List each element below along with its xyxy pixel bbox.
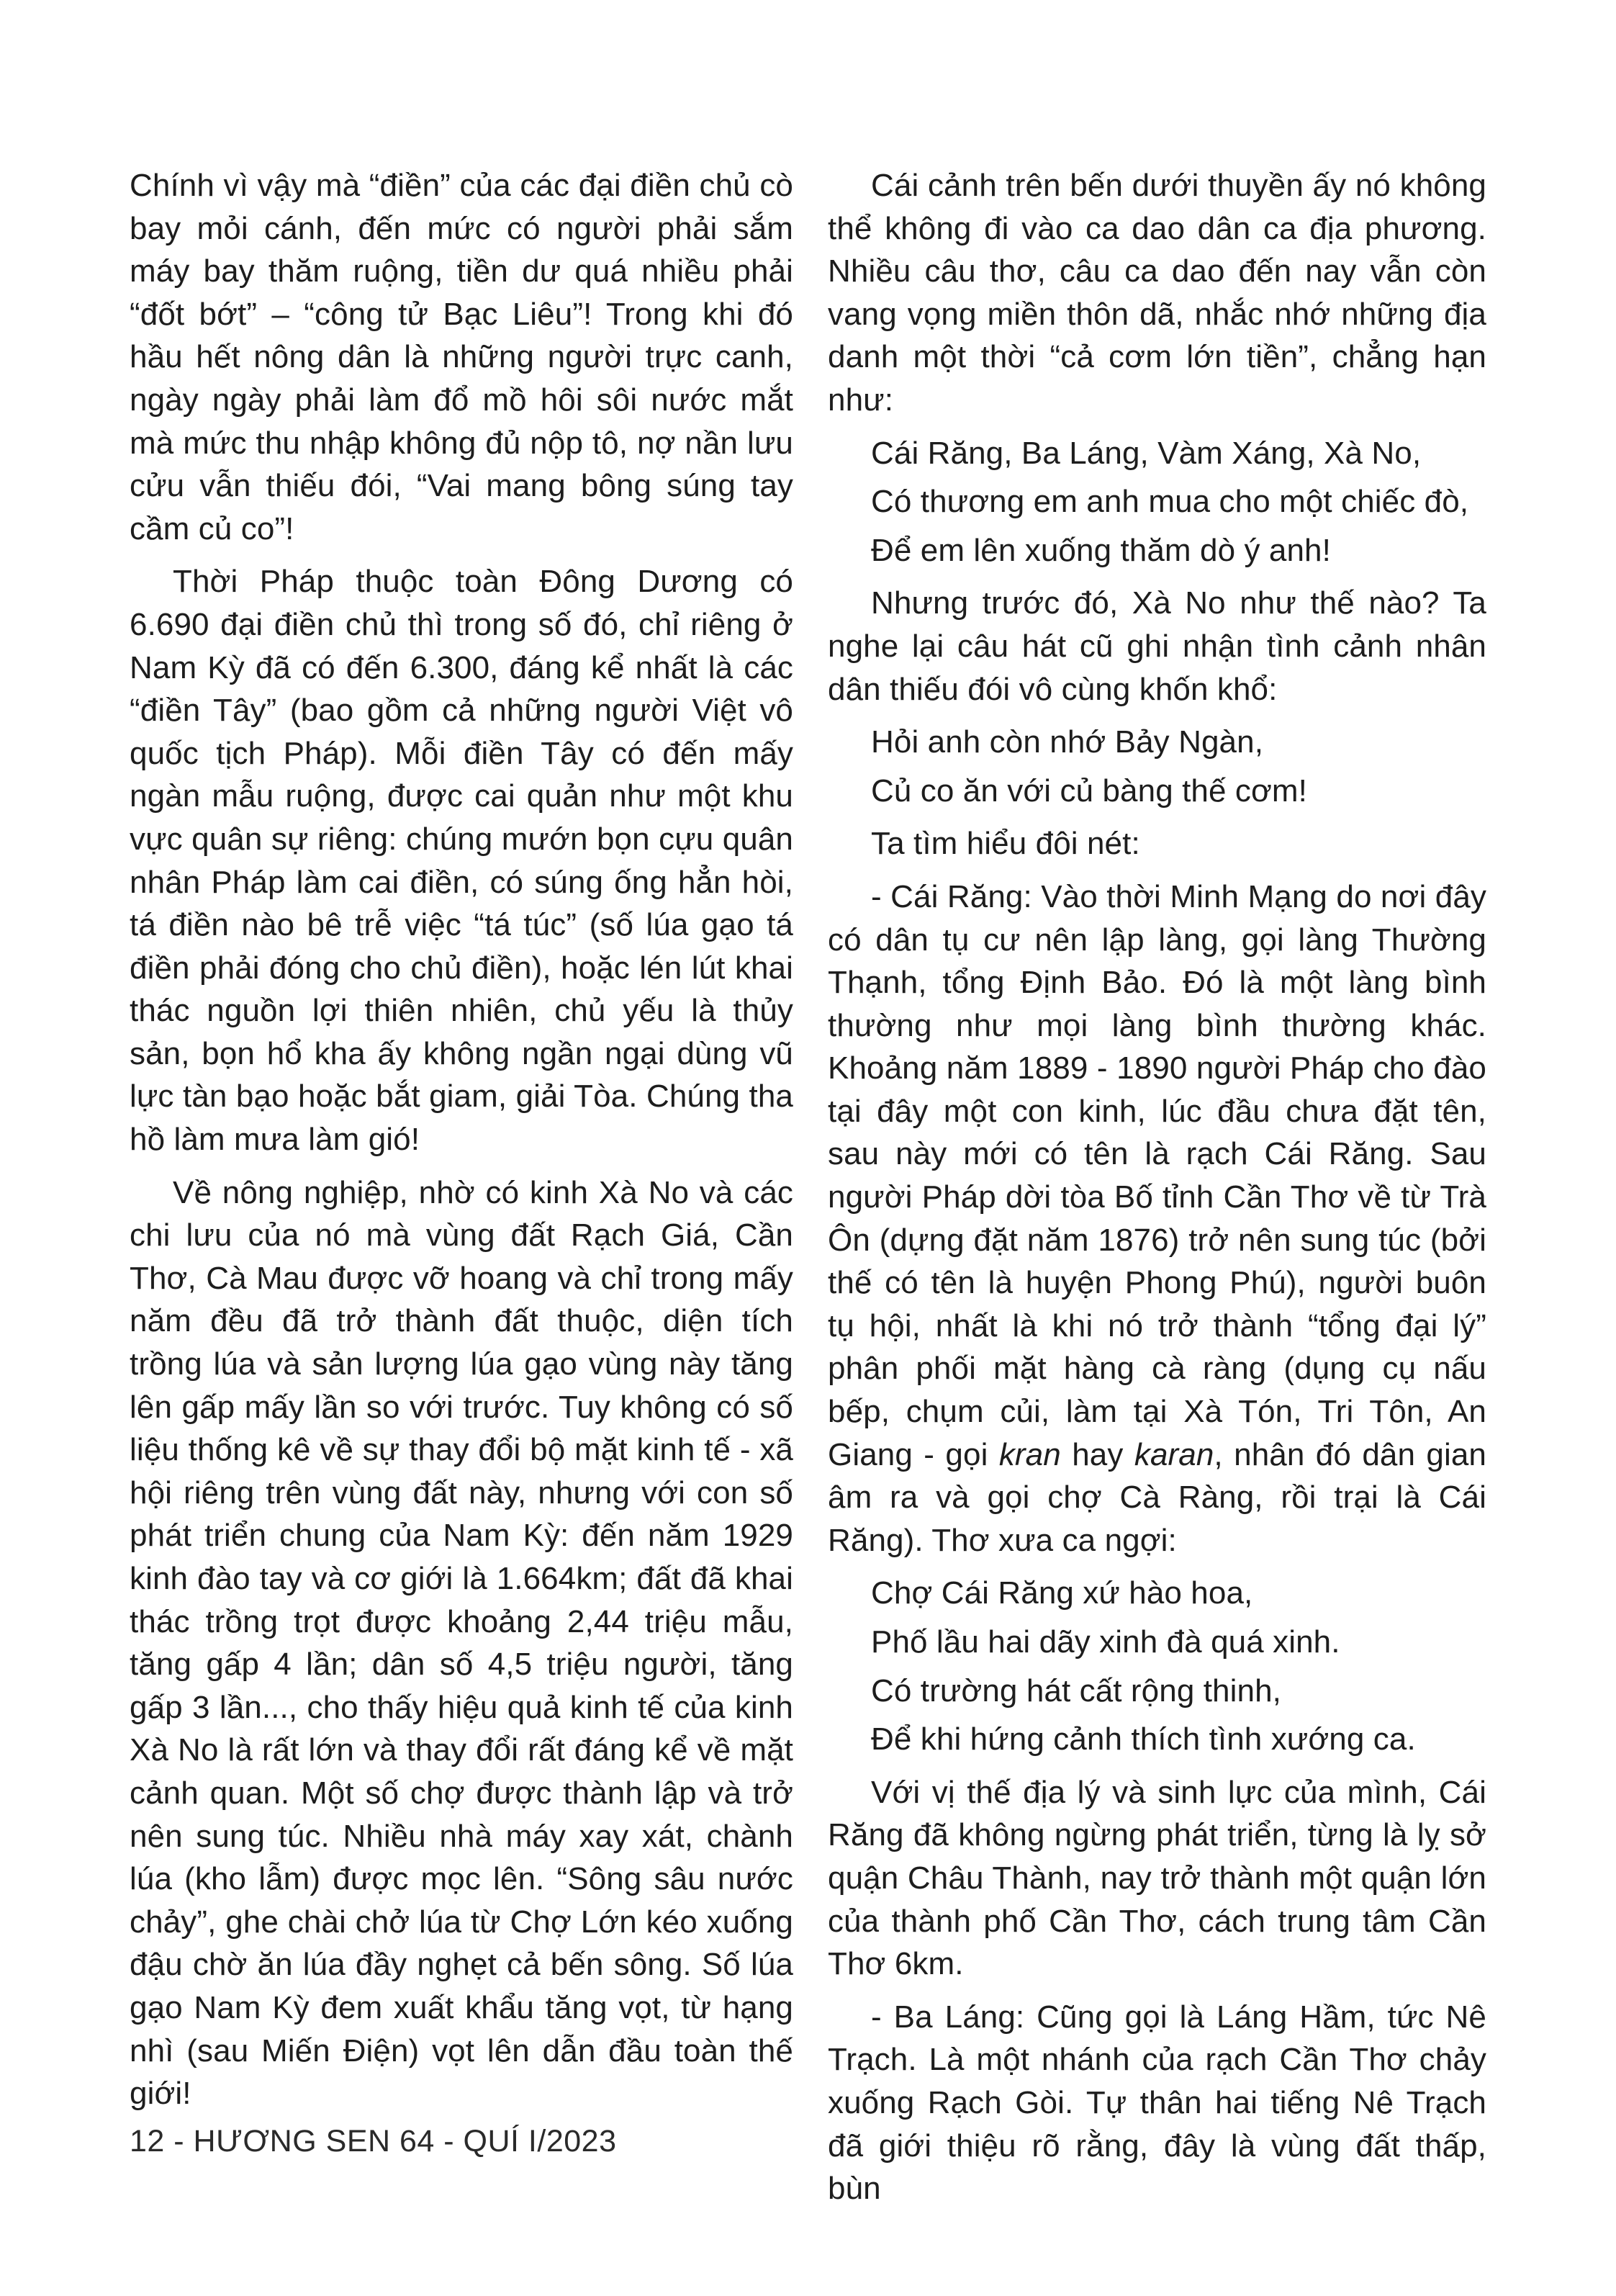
verse-line: Có trường hát cất rộng thinh, <box>871 1673 1281 1709</box>
italic-term: karan <box>1134 1436 1214 1472</box>
verse-stanza <box>828 721 1486 812</box>
text-run: , nhân đó dân gian âm ra và gọi chợ Cà Ràng, rồi trại là Cái Răng). Thơ xưa ca ngợi: <box>828 1436 1486 1558</box>
paragraph: Cái cảnh trên bến dưới thuyền ấy nó không thể không đi vào ca dao dân ca địa phương. Nhiều câu thơ, câu ca dao đến nay vẫn còn vang vọng miền thôn dã, nhắc nhớ những địa danh một thời “cả cơm lớn tiền”, chẳng hạn như: <box>828 168 1486 418</box>
paragraph <box>828 875 1486 1562</box>
paragraph: Với vị thế địa lý và sinh lực của mình, Cái Răng đã không ngừng phát triển, từng là lỵ sở quận Châu Thành, nay trở thành một quận lớn của thành phố Cần Thơ, cách trung tâm Cần Thơ 6km. <box>828 1774 1486 1982</box>
verse-line: Phố lầu hai dãy xinh đà quá xinh. <box>871 1624 1340 1660</box>
page-footer: 12 - HƯƠNG SEN 64 - QUÍ I/2023 <box>130 2124 617 2158</box>
paragraph: Thời Pháp thuộc toàn Đông Dương có 6.690 đại điền chủ thì trong số đó, chỉ riêng ở Nam Kỳ đã có đến 6.300, đáng kể nhất là các “điền Tây” (bao gồm cả những người Việt vô quốc tịch Pháp). Mỗi điền Tây có đến mấy ngàn mẫu ruộng, được cai quản như một khu vực quân sự riêng: chúng mướn bọn cựu quân nhân Pháp làm cai điền, có súng ống hẳn hòi, tá điền nào bê trễ việc “tá túc” (số lúa gạo tá điền phải đóng cho chủ điền), hoặc lén lút khai thác nguồn lợi thiên nhiên, chủ yếu là thủy sản, bọn hổ kha ấy không ngần ngại dùng vũ lực tàn bạo hoặc bắt giam, giải Tòa. Chúng tha hồ làm mưa làm gió! <box>130 564 793 1158</box>
text-run: hay <box>1060 1436 1134 1472</box>
verse-stanza <box>828 432 1486 572</box>
verse-line: Cái Răng, Ba Láng, Vàm Xáng, Xà No, <box>871 435 1422 471</box>
left-column <box>130 164 793 2125</box>
verse-line: Củ co ăn với củ bàng thế cơm! <box>871 773 1308 809</box>
paragraph: Chính vì vậy mà “điền” của các đại điền chủ cò bay mỏi cánh, đến mức có người phải sắm máy bay thăm ruộng, tiền dư quá nhiều phải “đốt bớt” – “công tử Bạc Liêu”! Trong khi đó hầu hết nông dân là những người trực canh, ngày ngày phải làm đổ mồ hôi sôi nước mắt mà mức thu nhập không đủ nộp tô, nợ nần lưu cửu vẫn thiếu đói, “Vai mang bông súng tay cầm củ co”! <box>130 168 793 546</box>
verse-line: Có thương em anh mua cho một chiếc đò, <box>871 484 1469 520</box>
italic-term: kran <box>998 1436 1061 1472</box>
text-run: - Cái Răng: Vào thời Minh Mạng do nơi đây có dân tụ cư nên lập làng, gọi làng Thường Thạnh, tổng Định Bảo. Đó là một làng bình thường như mọi làng bình thường khác. Khoảng năm 1889 - 1890 người Pháp cho đào tại đây một con kinh, lúc đầu chưa đặt tên, sau này mới có tên là rạch Cái Răng. Sau người Pháp dời tòa Bố tỉnh Cần Thơ về từ Trà Ôn (dựng đặt năm 1876) trở nên sung túc (bởi thế có tên là huyện Phong Phú), người buôn tụ hội, nhất là khi nó trở thành “tổng đại lý” phân phối mặt hàng cà ràng (dụng cụ nấu bếp, chụm củi, làm tại Xà Tón, Tri Tôn, An Giang - gọi <box>828 878 1486 1472</box>
verse-stanza <box>828 1572 1486 1760</box>
paragraph: - Ba Láng: Cũng gọi là Láng Hầm, tức Nê Trạch. Là một nhánh của rạch Cần Thơ chảy xuống Rạch Gòi. Tự thân hai tiếng Nê Trạch đã giới thiệu rõ rằng, đây là vùng đất thấp, bùn <box>828 1999 1486 2207</box>
verse-line: Chợ Cái Răng xứ hào hoa, <box>871 1575 1253 1611</box>
verse-line: Để khi hứng cảnh thích tình xướng ca. <box>871 1721 1416 1757</box>
verse-line: Hỏi anh còn nhớ Bảy Ngàn, <box>871 724 1264 760</box>
paragraph: Nhưng trước đó, Xà No như thế nào? Ta nghe lại câu hát cũ ghi nhận tình cảnh nhân dân thiếu đói vô cùng khốn khổ: <box>828 585 1486 707</box>
right-column <box>828 164 1486 2220</box>
paragraph: Ta tìm hiểu đôi nét: <box>871 826 1140 862</box>
verse-line: Để em lên xuống thăm dò ý anh! <box>871 532 1331 568</box>
paragraph: Về nông nghiệp, nhờ có kinh Xà No và các chi lưu của nó mà vùng đất Rạch Giá, Cần Thơ, Cà Mau được vỡ hoang và chỉ trong mấy năm đều đã trở thành đất thuộc, diện tích trồng lúa và sản lượng lúa gạo vùng này tăng lên gấp mấy lần so với trước. Tuy không có số liệu thống kê về sự thay đổi bộ mặt kinh tế - xã hội riêng trên vùng đất này, nhưng với con số phát triển chung của Nam Kỳ: đến năm 1929 kinh đào tay và cơ giới là 1.664km; đất đã khai thác trồng trọt được khoảng 2,44 triệu mẫu, tăng gấp 4 lần; dân số 4,5 triệu người, tăng gấp 3 lần..., cho thấy hiệu quả kinh tế của kinh Xà No là rất lớn và thay đổi rất đáng kể về mặt cảnh quan. Một số chợ được thành lập và trở nên sung túc. Nhiều nhà máy xay xát, chành lúa (kho lẫm) được mọc lên. “Sông sâu nước chảy”, ghe chài chở lúa từ Chợ Lớn kéo xuống đậu chờ ăn lúa đầy nghẹt cả bến sông. Số lúa gạo Nam Kỳ đem xuất khẩu tăng vọt, từ hạng nhì (sau Miến Điện) vọt lên dẫn đầu toàn thế giới! <box>130 1174 793 2112</box>
